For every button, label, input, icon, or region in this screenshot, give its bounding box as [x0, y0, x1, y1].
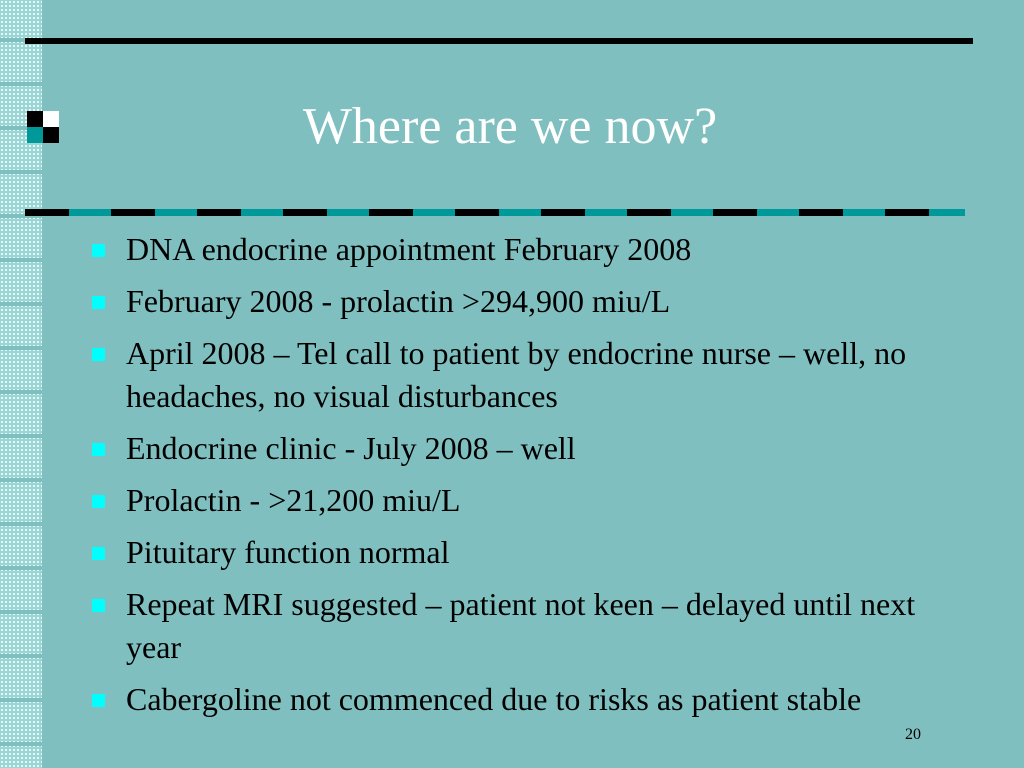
strip-gap — [0, 302, 42, 306]
strip-gap — [0, 610, 42, 614]
bullet-text: Endocrine clinic - July 2008 – well — [126, 430, 576, 466]
bullet-text: DNA endocrine appointment February 2008 — [126, 231, 692, 267]
title-dashed-divider — [25, 209, 965, 216]
list-item — [90, 228, 950, 271]
strip-gap — [0, 522, 42, 526]
list-item — [90, 332, 950, 418]
square-bullet-icon — [92, 443, 105, 456]
bullet-text: February 2008 - prolactin >294,900 miu/L — [126, 283, 671, 319]
strip-gap — [0, 170, 42, 174]
slide-title: Where are we now? — [302, 98, 718, 155]
four-square-icon — [27, 111, 59, 143]
page-number: 20 — [905, 726, 921, 743]
square-bullet-icon — [92, 296, 105, 309]
strip-gap — [0, 478, 42, 482]
bullet-text: Prolactin - >21,200 miu/L — [126, 482, 461, 518]
square-bullet-icon — [92, 547, 105, 560]
list-item — [90, 583, 950, 669]
list-item — [90, 280, 950, 323]
bullet-text: Pituitary function normal — [126, 534, 450, 570]
top-divider-line — [25, 38, 973, 44]
bullet-list — [90, 228, 950, 730]
square-bullet-icon — [92, 694, 105, 707]
strip-gap — [0, 258, 42, 262]
strip-gap — [0, 390, 42, 394]
bullet-text: April 2008 – Tel call to patient by endocrine nurse – well, no headaches, no visual disturbances — [126, 335, 907, 414]
strip-gap — [0, 742, 42, 746]
list-item — [90, 531, 950, 574]
strip-gap — [0, 698, 42, 702]
strip-gap — [0, 434, 42, 438]
bullet-text: Repeat MRI suggested – patient not keen – delayed until next year — [126, 586, 916, 665]
strip-gap — [0, 566, 42, 570]
square-bullet-icon — [92, 244, 105, 257]
strip-gap — [0, 654, 42, 658]
bullet-text: Cabergoline not commenced due to risks as patient stable — [126, 681, 862, 717]
list-item — [90, 678, 950, 721]
list-item — [90, 427, 950, 470]
square-bullet-icon — [92, 599, 105, 612]
square-bullet-icon — [92, 495, 105, 508]
strip-gap — [0, 82, 42, 86]
square-bullet-icon — [92, 348, 105, 361]
list-item — [90, 479, 950, 522]
strip-gap — [0, 346, 42, 350]
